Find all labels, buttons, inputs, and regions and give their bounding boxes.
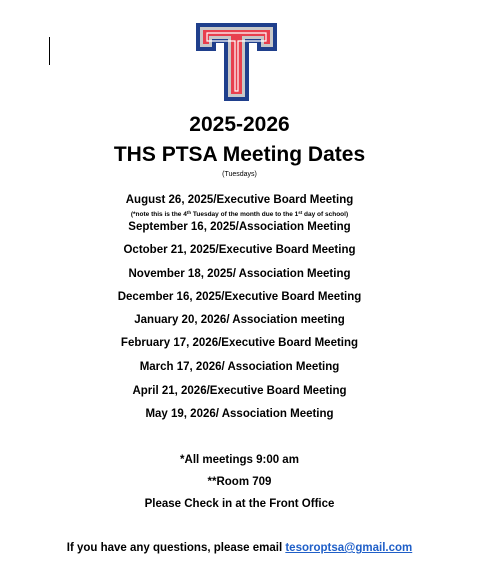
school-year-heading: 2025-2026 [189, 113, 290, 136]
meeting-item: April 21, 2026/Executive Board Meeting [132, 385, 347, 397]
text-cursor [49, 37, 50, 65]
meeting-item: December 16, 2025/Executive Board Meeting [117, 291, 362, 303]
note-suffix: day of school) [302, 211, 349, 218]
t-logo-icon [194, 21, 279, 103]
meeting-footnote [0, 209, 479, 219]
meeting-time-info: *All meetings 9:00 am [180, 454, 299, 466]
note-prefix: (*note this is the 4 [130, 211, 187, 218]
note-middle: Tuesday of the month due to the 1 [191, 211, 299, 218]
meeting-item: May 19, 2026/ Association Meeting [145, 408, 334, 420]
meeting-item: September 16, 2025/Association Meeting [128, 221, 351, 233]
meeting-item: August 26, 2025/Executive Board Meeting [125, 194, 354, 206]
meeting-item: October 21, 2025/Executive Board Meeting [123, 244, 356, 256]
note-sup-st: st [298, 210, 303, 215]
meeting-item: November 18, 2025/ Association Meeting [128, 268, 351, 280]
meeting-item: March 17, 2026/ Association Meeting [139, 361, 340, 373]
page-title: THS PTSA Meeting Dates [113, 143, 366, 166]
email-link[interactable]: tesoroptsa@gmail.com [285, 542, 413, 554]
school-t-logo [194, 21, 279, 103]
note-sup-th: th [186, 210, 192, 215]
meeting-item: February 17, 2026/Executive Board Meeting [120, 337, 359, 349]
checkin-info: Please Check in at the Front Office [144, 498, 335, 510]
subtitle-tuesdays: (Tuesdays) [222, 171, 257, 178]
meeting-room-info: **Room 709 [207, 476, 272, 488]
contact-line [0, 541, 479, 555]
contact-text: If you have any questions, please email [66, 542, 286, 554]
meeting-item: January 20, 2026/ Association meeting [134, 314, 345, 326]
